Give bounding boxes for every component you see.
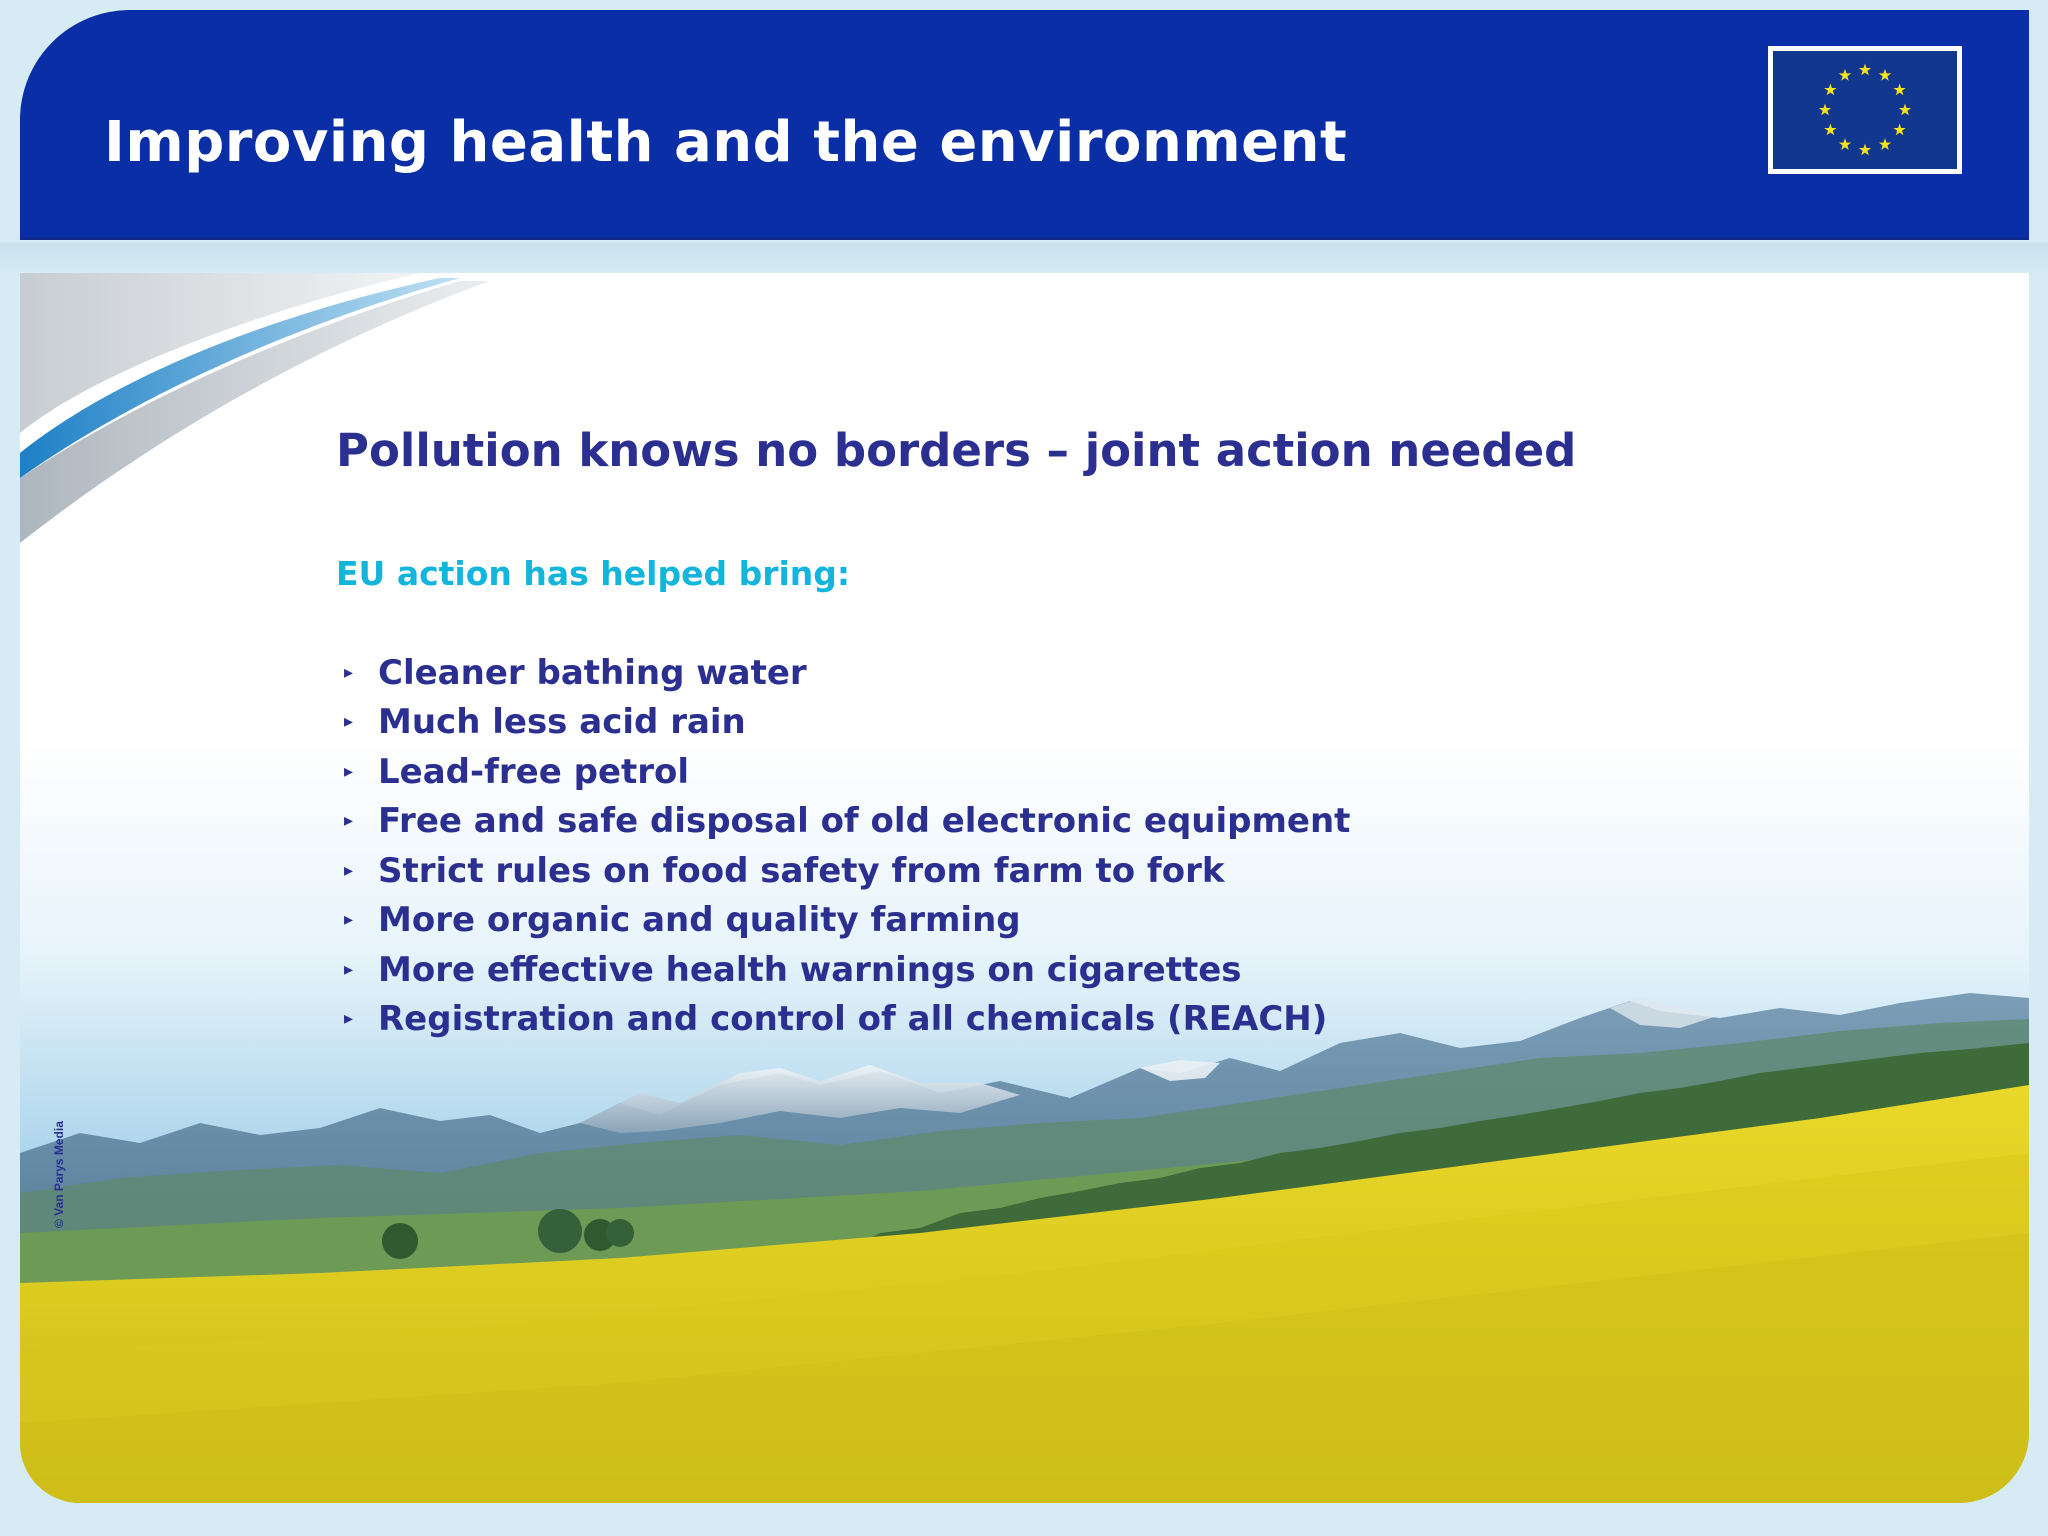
triangle-right-icon: ▸: [344, 711, 354, 733]
content-heading: Pollution knows no borders – joint action needed: [336, 424, 1577, 477]
list-item: [336, 698, 1350, 748]
list-item: [336, 945, 1350, 995]
photo-credit: © Van Parys Media: [52, 1121, 66, 1228]
bullet-text: Lead-free petrol: [378, 751, 690, 792]
triangle-right-icon: ▸: [344, 958, 354, 980]
slide-title: Improving health and the environment: [104, 110, 1348, 175]
triangle-right-icon: ▸: [344, 661, 354, 683]
triangle-right-icon: ▸: [344, 810, 354, 832]
list-item: [336, 846, 1350, 896]
eu-stars-icon: [1773, 51, 1957, 169]
bullet-text: Cleaner bathing water: [378, 652, 807, 693]
list-item: [336, 797, 1350, 847]
list-item: [336, 648, 1350, 698]
content-subheading: EU action has helped bring:: [336, 554, 851, 593]
triangle-right-icon: ▸: [344, 859, 354, 881]
bullet-text: Free and safe disposal of old electronic equipment: [378, 801, 1351, 842]
bullet-text: More organic and quality farming: [378, 900, 1021, 941]
bullet-list: [336, 648, 1350, 1044]
bullet-text: Registration and control of all chemicals (REACH): [378, 999, 1328, 1040]
header-underline: [0, 243, 2048, 273]
list-item: [336, 747, 1350, 797]
bullet-text: More effective health warnings on cigarettes: [378, 949, 1242, 990]
list-item: [336, 995, 1350, 1045]
bullet-text: Strict rules on food safety from farm to fork: [378, 850, 1225, 891]
triangle-right-icon: ▸: [344, 760, 354, 782]
list-item: [336, 896, 1350, 946]
eu-flag-logo: [1768, 46, 1962, 174]
bullet-text: Much less acid rain: [378, 702, 746, 743]
triangle-right-icon: ▸: [344, 909, 354, 931]
triangle-right-icon: ▸: [344, 1008, 354, 1030]
